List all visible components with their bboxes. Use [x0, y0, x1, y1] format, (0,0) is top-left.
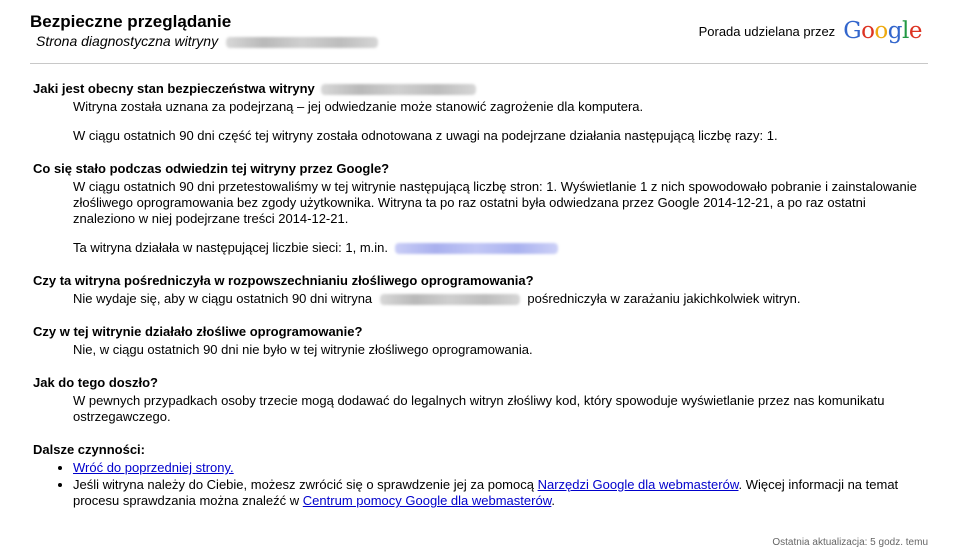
- question-status: [33, 81, 928, 97]
- more-info-text: . Więcej informacji na temat procesu sprawdzania można znaleźć w: [73, 477, 899, 508]
- visit-details: W ciągu ostatnich 90 dni przetestowaliśmy w tej witrynie następującą liczbę stron: 1. Wyświetlanie 1 z nich spowodowało pobranie i zainstalowanie złośliwego oprogramowania bez zgody użytkownika. Witryna ta po raz ostatni była odwiedzana przez Google 2014-12-21, a po raz ostatni znaleziono w niej podejrzane treści 2014-12-21.: [73, 179, 917, 226]
- section-hosted: [33, 324, 928, 358]
- question-how: Jak do tego doszło?: [33, 375, 158, 390]
- intermediary-answer-end: pośredniczyła w zarażaniu jakichkolwiek witryn.: [527, 291, 801, 306]
- section-status: [33, 81, 928, 144]
- google-logo: [843, 18, 922, 44]
- section-how: [33, 375, 928, 425]
- visit-networks-text: Ta witryna działała w następującej liczbie sieci: 1, m.in.: [73, 240, 389, 255]
- intermediary-answer-start: Nie wydaje się, aby w ciągu ostatnich 90 dni witryna: [73, 291, 373, 306]
- status-count: W ciągu ostatnich 90 dni część tej witryny została odnotowana z uwagi na podejrzane działania następującą liczbę razy: 1.: [73, 128, 778, 143]
- visit-networks: [73, 240, 928, 256]
- intermediary-answer: [73, 291, 928, 307]
- google-logo-letter: l: [902, 18, 909, 44]
- owner-review-text: Jeśli witryna należy do Ciebie, możesz zwrócić się o sprawdzenie jej za pomocą: [73, 477, 534, 492]
- list-item: [73, 460, 928, 476]
- webmaster-help-center-link[interactable]: Centrum pomocy Google dla webmasterów: [302, 493, 552, 508]
- google-logo-letter: G: [843, 18, 862, 44]
- google-logo-letter: o: [861, 18, 875, 44]
- advice-attribution: [699, 18, 922, 44]
- question-intermediary: Czy ta witryna pośredniczyła w rozpowszechnianiu złośliwego oprogramowania?: [33, 273, 534, 288]
- header-divider: [30, 63, 928, 64]
- list-item: [73, 477, 928, 509]
- redacted-site-name: [380, 294, 520, 305]
- section-visit: [33, 161, 928, 256]
- advice-prefix: Porada udzielana przez: [698, 23, 836, 39]
- page-header: [0, 0, 958, 64]
- actions-list: [33, 460, 928, 509]
- subtitle-text: Strona diagnostyczna witryny: [36, 33, 219, 49]
- last-updated: Ostatnia aktualizacja: 5 godz. temu: [772, 537, 928, 548]
- page-title: Bezpieczne przeglądanie: [30, 12, 232, 31]
- redacted-network-link[interactable]: [395, 243, 558, 254]
- page-subtitle: [36, 33, 378, 49]
- period: .: [551, 493, 555, 508]
- hosted-answer: Nie, w ciągu ostatnich 90 dni nie było w tej witrynie złośliwego oprogramowania.: [73, 342, 533, 357]
- redacted-site-name: [321, 84, 476, 95]
- webmaster-tools-link[interactable]: Narzędzi Google dla webmasterów: [537, 477, 739, 492]
- section-actions: [33, 442, 928, 509]
- how-answer: W pewnych przypadkach osoby trzecie mogą dodawać do legalnych witryn złośliwy kod, który spowoduje wyświetlanie przez nas komunikatu ostrzegawczego.: [73, 393, 885, 424]
- redacted-site-name: [226, 37, 378, 48]
- google-logo-letter: g: [887, 18, 903, 44]
- google-logo-letter: e: [908, 18, 922, 44]
- section-intermediary: [33, 273, 928, 307]
- question-visit: Co się stało podczas odwiedzin tej witryny przez Google?: [33, 161, 390, 176]
- status-verdict: Witryna została uznana za podejrzaną – jej odwiedzanie może stanowić zagrożenie dla komputera.: [73, 99, 644, 114]
- question-hosted: Czy w tej witrynie działało złośliwe oprogramowanie?: [33, 324, 363, 339]
- question-status-text: Jaki jest obecny stan bezpieczeństwa witryny: [33, 81, 315, 96]
- question-actions: Dalsze czynności:: [33, 442, 145, 457]
- go-back-link[interactable]: Wróć do poprzedniej strony.: [73, 460, 234, 475]
- diagnostic-content: [33, 81, 928, 526]
- google-logo-letter: o: [874, 18, 888, 44]
